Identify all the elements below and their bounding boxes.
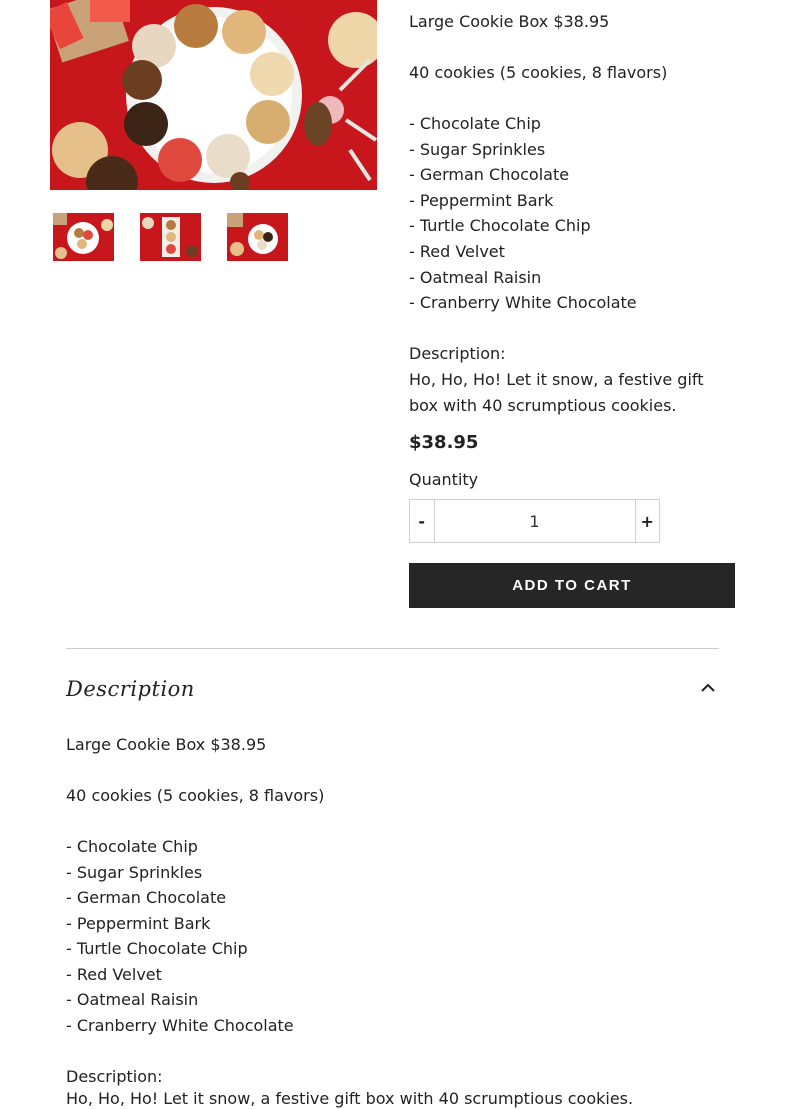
cookie-plate-illustration — [50, 0, 377, 190]
accordion-flavor-item: - Turtle Chocolate Chip — [66, 939, 248, 958]
section-divider — [66, 648, 719, 649]
product-thumbnail-1[interactable] — [53, 213, 114, 261]
description-label: Description: — [409, 344, 506, 363]
accordion-title-line: Large Cookie Box $38.95 — [66, 735, 267, 754]
thumbnail-image — [53, 213, 114, 261]
description-text: Ho, Ho, Ho! Let it snow, a festive gift box with 40 scrumptious cookies. — [409, 370, 704, 415]
accordion-flavor-item: - Peppermint Bark — [66, 914, 211, 933]
accordion-title: Description — [66, 677, 195, 701]
product-price: $38.95 — [409, 432, 479, 453]
accordion-description-text: Ho, Ho, Ho! Let it snow, a festive gift box with 40 scrumptious cookies. — [66, 1089, 634, 1108]
product-title-line: Large Cookie Box $38.95 — [409, 12, 610, 31]
quantity-input[interactable] — [435, 500, 635, 542]
product-count-line: 40 cookies (5 cookies, 8 flavors) — [409, 63, 668, 82]
accordion-description-label: Description: — [66, 1067, 163, 1086]
flavor-item: - Oatmeal Raisin — [409, 268, 542, 287]
product-thumbnail-3[interactable] — [227, 213, 288, 261]
accordion-flavor-item: - Oatmeal Raisin — [66, 990, 199, 1009]
flavor-item: - Chocolate Chip — [409, 114, 541, 133]
flavor-item: - Red Velvet — [409, 242, 505, 261]
accordion-flavor-item: - Sugar Sprinkles — [66, 863, 203, 882]
flavor-item: - German Chocolate — [409, 165, 570, 184]
flavor-item: - Turtle Chocolate Chip — [409, 216, 591, 235]
accordion-flavor-item: - German Chocolate — [66, 888, 227, 907]
accordion-flavor-item: - Cranberry White Chocolate — [66, 1016, 294, 1035]
quantity-stepper — [409, 499, 660, 543]
thumbnail-image — [227, 213, 288, 261]
quantity-increase-button[interactable]: + — [635, 500, 660, 542]
quantity-decrease-button[interactable]: - — [410, 500, 435, 542]
thumbnail-image — [140, 213, 201, 261]
flavor-item: - Peppermint Bark — [409, 191, 554, 210]
accordion-count-line: 40 cookies (5 cookies, 8 flavors) — [66, 786, 325, 805]
add-to-cart-button[interactable]: ADD TO CART — [409, 563, 735, 608]
product-thumbnail-2[interactable] — [140, 213, 201, 261]
quantity-label: Quantity — [409, 470, 479, 489]
product-main-image[interactable] — [50, 0, 377, 190]
accordion-flavor-item: - Chocolate Chip — [66, 837, 198, 856]
description-accordion-header[interactable] — [66, 668, 719, 714]
accordion-flavor-item: - Red Velvet — [66, 965, 162, 984]
chevron-up-icon — [701, 683, 715, 693]
flavor-item: - Cranberry White Chocolate — [409, 293, 637, 312]
flavor-item: - Sugar Sprinkles — [409, 140, 546, 159]
